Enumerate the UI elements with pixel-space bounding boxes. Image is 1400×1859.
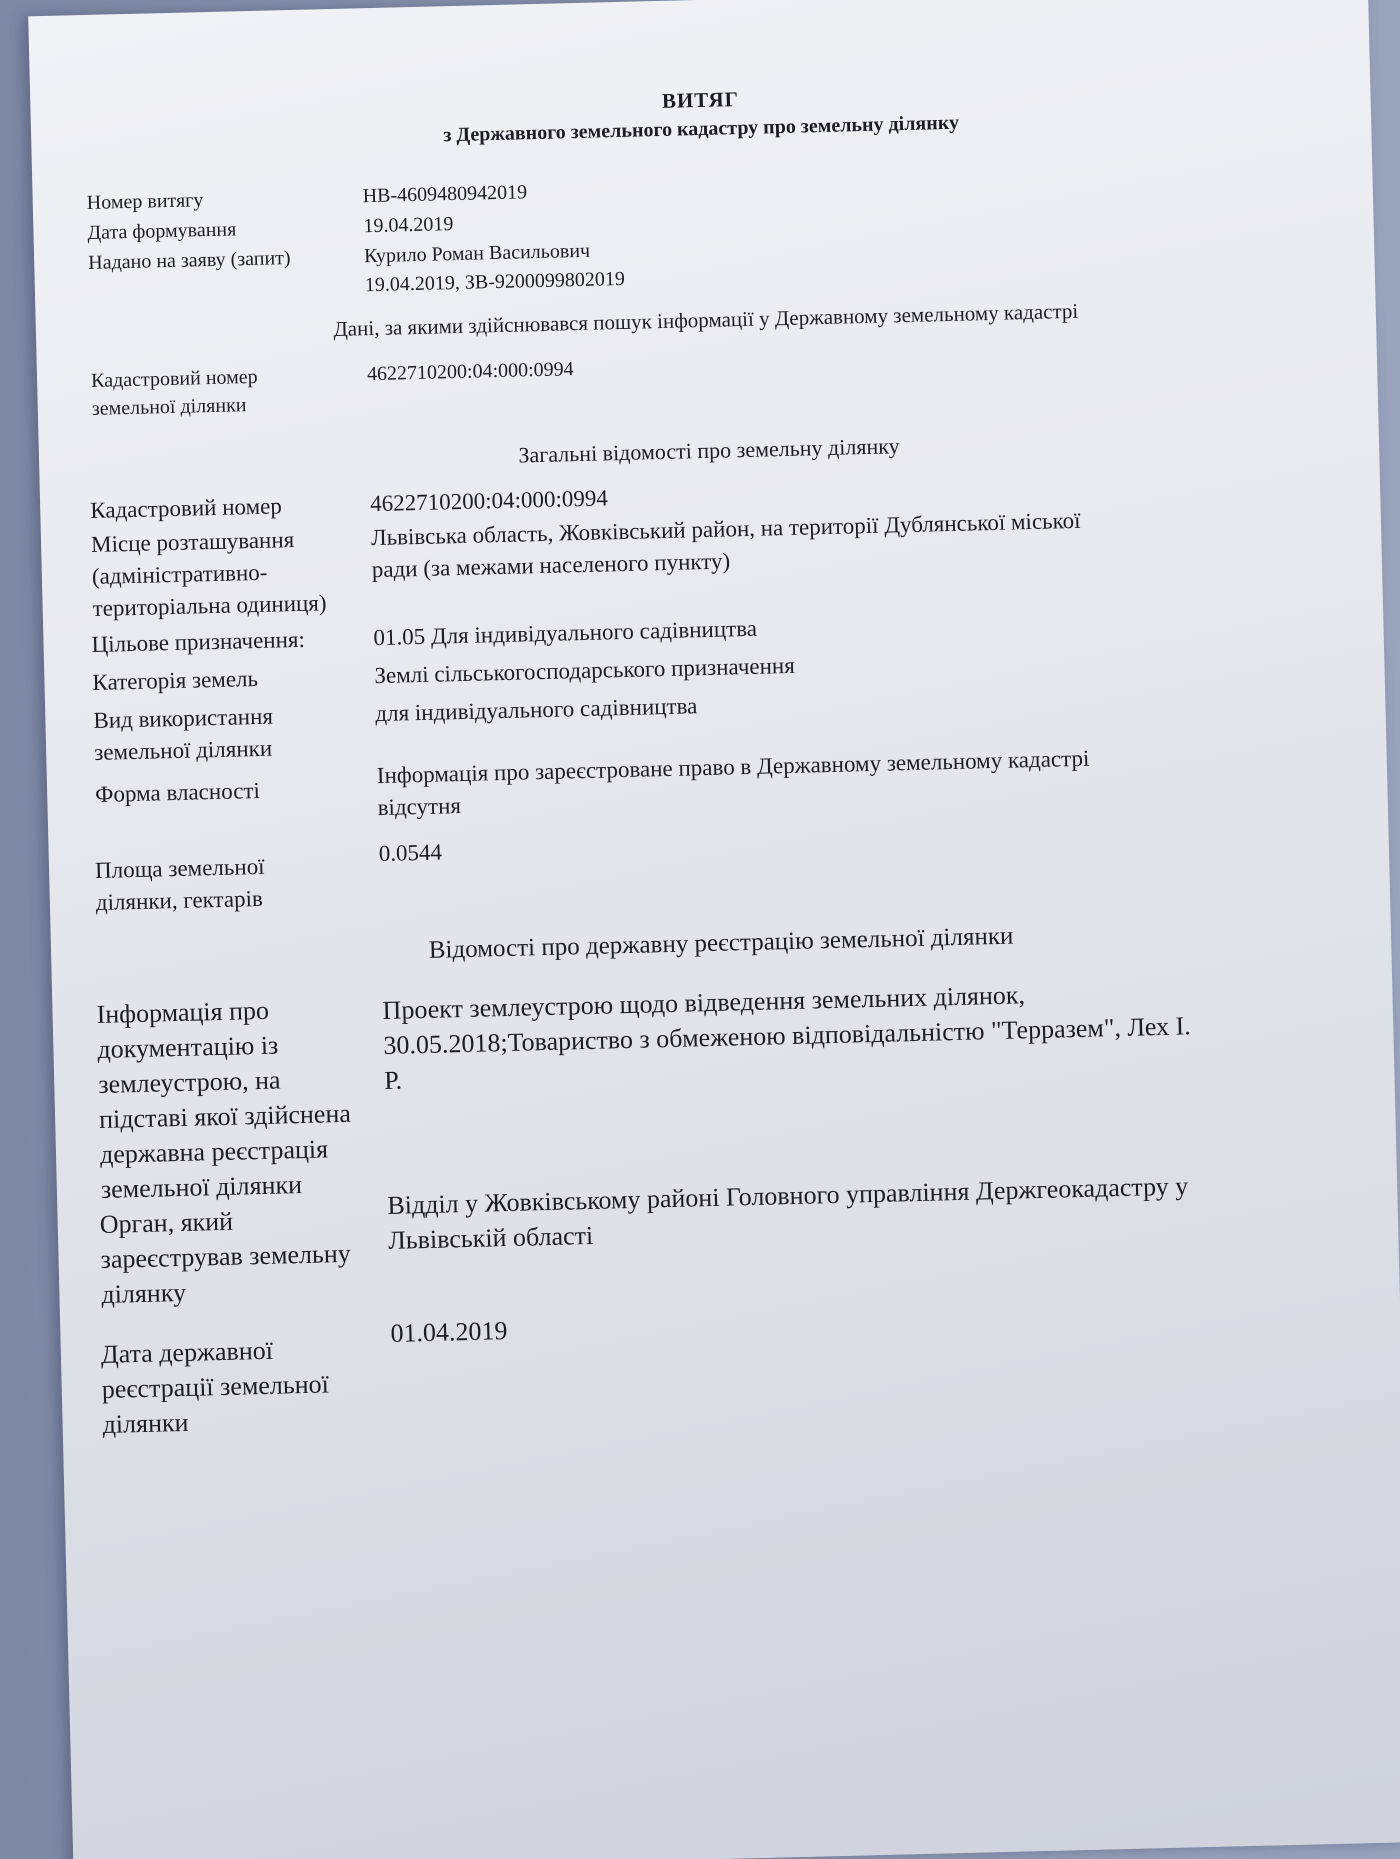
general-section-heading: Загальні відомості про земельну ділянку	[518, 433, 900, 468]
purpose-label: Цільове призначення:	[91, 626, 306, 658]
extract-number-value: НВ-4609480942019	[362, 181, 528, 208]
usage-label: Вид використання земельної ділянки	[93, 703, 274, 765]
request-value-number: 19.04.2019, ЗВ-9200099802019	[364, 267, 626, 297]
general-cadastral-label: Кадастровий номер	[89, 493, 283, 523]
extract-date-value: 19.04.2019	[363, 213, 454, 238]
ownership-value: Інформація про зареєстроване право в Державному земельному кадастрі відсутня	[376, 745, 1090, 821]
registration-date-value: 01.04.2019	[390, 1316, 508, 1348]
category-label: Категорія земель	[92, 665, 259, 695]
request-label: Надано на заяву (запит)	[87, 247, 291, 274]
registration-date-label: Дата державної реєстрації земельної ділянки	[100, 1335, 330, 1439]
registration-docs-value: Проект землеустрою щодо відведення земельних ділянок, 30.05.2018;Товариство з обмеженою відповідальністю "Терразем", Лех І. Р.	[382, 980, 1192, 1095]
search-section-heading: Дані, за якими здійснювався пошук інформації у Державному земельному кадастрі	[333, 298, 1079, 342]
general-cadastral-value: 4622710200:04:000:0994	[369, 485, 609, 517]
ownership-label: Форма власності	[94, 777, 261, 807]
location-value: Львівська область, Жовківський район, на території Дублянської міської ради (за межами населеного пункту)	[370, 507, 1081, 583]
registration-docs-label: Інформація про документацію із землеустрою, на підставі якої здійснена державна реєстрація земельної ділянки	[96, 995, 352, 1204]
registration-section-heading: Відомості про державну реєстрацію земельної ділянки	[428, 922, 1014, 964]
registering-authority-value: Відділ у Жовківському районі Головного управління Держгеокадастру у Львівській області	[387, 1171, 1189, 1255]
location-label: Місце розташування (адміністративно- територіальна одиниця)	[90, 527, 327, 621]
search-cadastral-label: Кадастровий номер земельної ділянки	[90, 365, 258, 420]
document-sheet	[28, 0, 1400, 1859]
extract-date-label: Дата формування	[87, 218, 237, 244]
document-title: ВИТЯГ	[661, 87, 740, 113]
area-label: Площа земельної ділянки, гектарів	[94, 853, 265, 915]
extract-number-label: Номер витягу	[86, 189, 204, 214]
purpose-value: 01.05 Для індивідуального садівництва	[373, 615, 758, 651]
search-cadastral-value: 4622710200:04:000:0994	[366, 358, 574, 386]
category-value: Землі сільськогосподарського призначення	[374, 652, 796, 689]
request-value-name: Курило Роман Васильович	[363, 239, 591, 268]
registering-authority-label: Орган, який зареєстрував земельну ділянку	[99, 1206, 352, 1309]
area-value: 0.0544	[378, 839, 443, 867]
document-subtitle: з Державного земельного кадастру про земельну ділянку	[443, 111, 960, 147]
usage-value: для індивідуального садівництва	[375, 693, 698, 727]
